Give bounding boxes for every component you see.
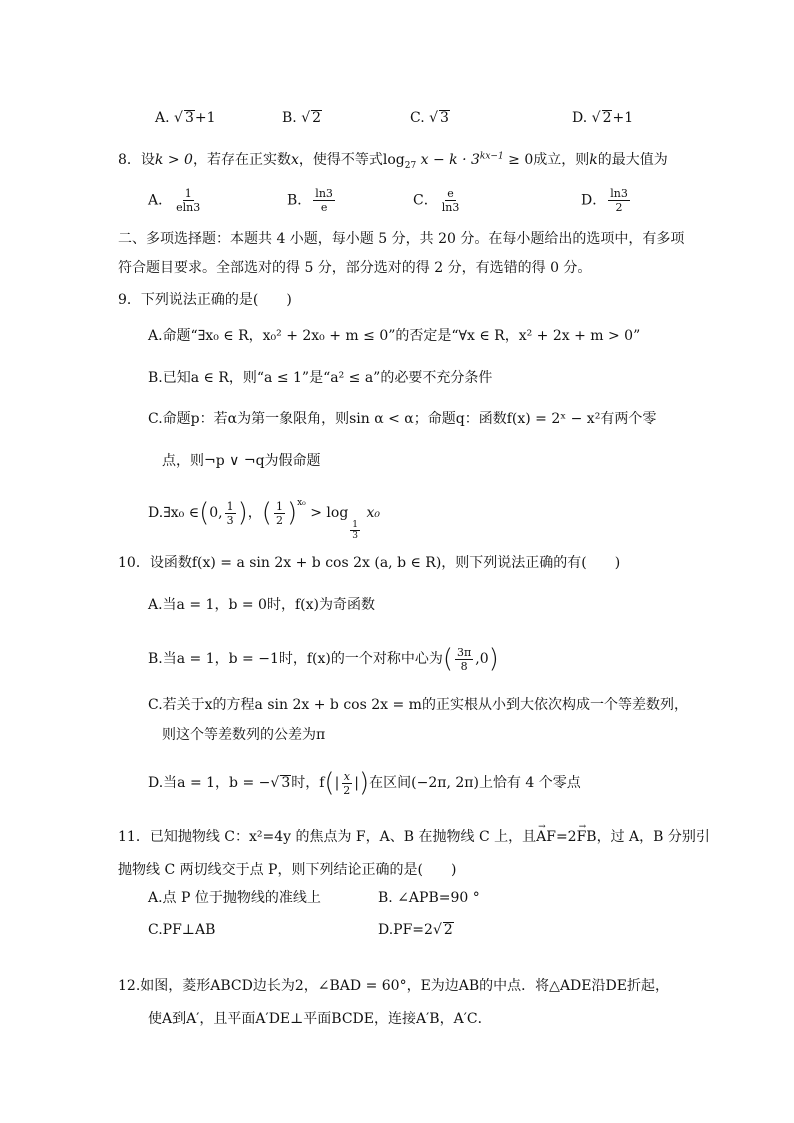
q10-stem: 10．设函数f(x) = a sin 2x + b cos 2x (a, b ∈ R)，则下列说法正确的有( ) bbox=[118, 555, 621, 571]
q11-option-b[interactable]: B. ∠APB=90 ° bbox=[378, 890, 480, 906]
q11-option-d[interactable]: D.PF=2√ 2 bbox=[378, 922, 453, 938]
q10-option-c[interactable]: C.若关于x的方程a sin 2x + b cos 2x = m的正实根从小到大依次构成一个等差数列， bbox=[148, 697, 688, 713]
q8-option-b[interactable]: B． $\frac{\ln 3}{e}$ bbox=[287, 187, 333, 214]
q12-stem-line1: 12.如图，菱形ABCD边长为2，∠BAD = 60°，E为边AB的中点．将△ADE沿DE折起， bbox=[118, 978, 669, 994]
fraction: $\frac{x}{2}$ bbox=[343, 769, 351, 797]
q7-option-b[interactable]: B. √ 2 bbox=[282, 110, 322, 126]
vector-fb: → FB bbox=[577, 827, 597, 847]
q11-option-c[interactable]: C.PF⊥AB bbox=[148, 922, 216, 938]
section2-header-line2: 符合题目要求。全部选对的得 5 分，部分选对的得 2 分，有选错的得 0 分。 bbox=[118, 260, 592, 276]
q10-option-a[interactable]: A.当a = 1，b = 0时，f(x)为奇函数 bbox=[148, 597, 375, 613]
q9-option-b[interactable]: B.已知a ∈ R，则“a ≤ 1”是“a² ≤ a”的必要不充分条件 bbox=[148, 370, 493, 386]
q9-option-d[interactable]: D.∃x₀ ∈(0, $\frac{1}{3}$ )，( $\frac{1}{2}$ )$^{x_0}$ > log $\frac{1}{3}$ x₀ bbox=[148, 498, 380, 541]
fraction: $\frac{1}{eln3}$ bbox=[176, 187, 201, 214]
q10-option-c-cont: 则这个等差数列的公差为π bbox=[162, 727, 326, 743]
fraction: $\frac{3\pi}{8}$ bbox=[457, 645, 472, 673]
q10-option-b[interactable]: B.当a = 1，b = −1时，f(x)的一个对称中心为( $\frac{3\pi}{8}$ ,0) bbox=[148, 644, 499, 674]
fraction: $\frac{1}{3}$ bbox=[226, 499, 234, 527]
q9-option-a[interactable]: A.命题“∃x₀ ∈ R，x₀² + 2x₀ + m ≤ 0”的否定是“∀x ∈ R，x² + 2x + m > 0” bbox=[148, 328, 641, 344]
fraction: $\frac{\ln 3}{e}$ bbox=[315, 187, 333, 214]
q8-option-c[interactable]: C． $\frac{e}{\ln 3}$ bbox=[413, 187, 460, 214]
fraction: $\frac{e}{\ln 3}$ bbox=[441, 187, 460, 214]
q10-option-d[interactable]: D.当a = 1，b = −√ 3时，f(| $\frac{x}{2}$ |)在区间(−2π, 2π)上恰有 4 个零点 bbox=[148, 768, 581, 798]
q11-option-a[interactable]: A.点 P 位于抛物线的准线上 bbox=[148, 890, 321, 906]
q12-stem-line2: 使A到A′，且平面A′DE⊥平面BCDE，连接A′B，A′C． bbox=[148, 1011, 492, 1027]
log-base-fraction: $\frac{1}{3}$ bbox=[352, 520, 359, 541]
fraction: $\frac{1}{2}$ bbox=[275, 499, 283, 527]
q8-stem: 8．设k > 0，若存在正实数x，使得不等式$\log_{27} x - k \cdot 3^{kx-1} \ge 0$成立，则k的最大值为 bbox=[118, 151, 668, 171]
q7-option-a[interactable]: A. √ 3+1 bbox=[155, 110, 216, 126]
q11-stem-line2: 抛物线 C 两切线交于点 P，则下列结论正确的是( ) bbox=[118, 862, 457, 878]
q7-option-d[interactable]: D. √ 2+1 bbox=[572, 110, 634, 126]
q7-option-c[interactable]: C. √ 3 bbox=[410, 110, 449, 126]
fraction: $\frac{\ln 3}{2}$ bbox=[610, 187, 628, 214]
q9-option-c-cont: 点，则¬p ∨ ¬q为假命题 bbox=[162, 453, 321, 469]
section2-header-line1: 二、多项选择题：本题共 4 小题，每小题 5 分，共 20 分。在每小题给出的选项中，有多项 bbox=[118, 231, 685, 247]
q8-option-a[interactable]: A． $\frac{1}{eln3}$ bbox=[148, 187, 201, 214]
q9-stem: 9．下列说法正确的是( ) bbox=[118, 292, 292, 308]
q8-option-d[interactable]: D． $\frac{\ln 3}{2}$ bbox=[581, 187, 628, 214]
q11-stem-line1: 11．已知抛物线 C：x²=4y 的焦点为 F，A、B 在抛物线 C 上，且→ AF=2→ FB，过 A，B 分别引 bbox=[118, 827, 710, 847]
vector-af: → AF bbox=[536, 827, 556, 847]
q9-option-c[interactable]: C.命题p：若α为第一象限角，则sin α < α；命题q：函数f(x) = 2ˣ − x²有两个零 bbox=[148, 411, 657, 427]
